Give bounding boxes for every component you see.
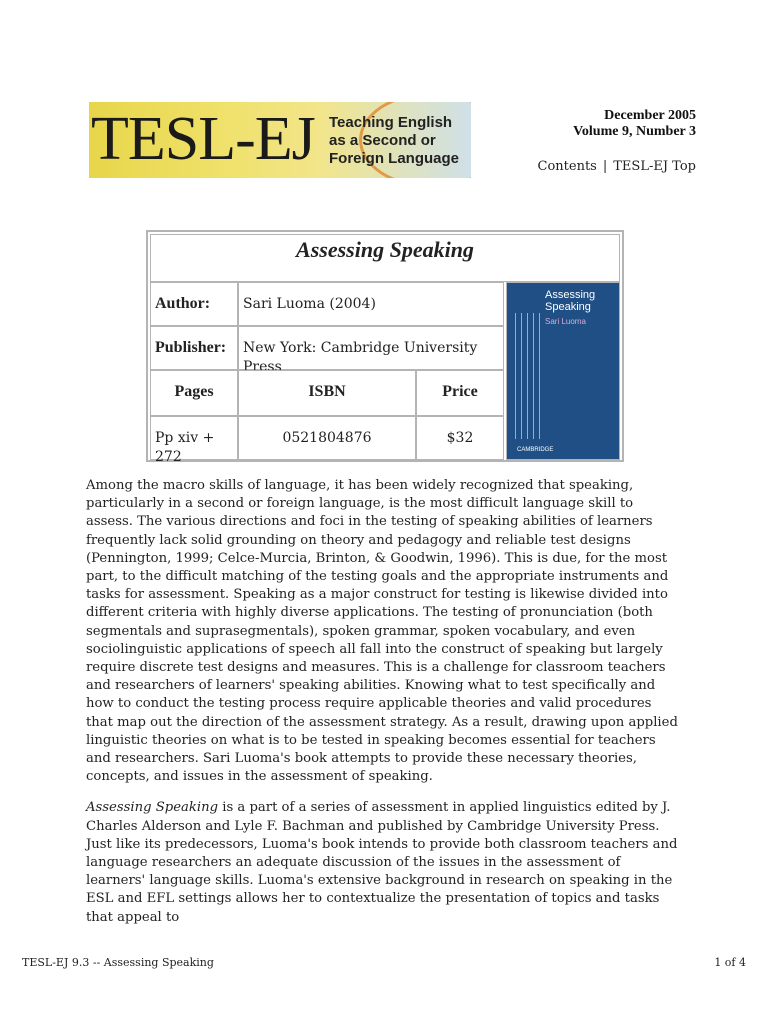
paragraph-1: Among the macro skills of language, it has been widely recognized that speaking, particularly in a second or foreign language, is the most difficult language skill to assess. The various directions and foci in the testing of speaking abilities of learners frequently lack solid grounding on theory and pedagogy and reliable test designs (Pennington, 1999; Celce-Murcia, Brinton, & Goodwin, 1996). This is due, for the most part, to the difficult matching of the testing goals and the appropriate instruments and tasks for assessment. Speaking as a major construct for testing is likewise divided into different criteria with highly diverse applications. The testing of pronunciation (both segmentals and suprasegmentals), spoken grammar, spoken vocabulary, and even sociolinguistic applications of speech all fall into the construct of speaking but largely require discrete test designs and measures. This is a challenge for classroom teachers and researchers of learners' speaking abilities. Knowing what to test specifically and how to conduct the testing process require applicable theories and valid procedures that map out the direction of the assessment strategy. As a result, drawing upon applied linguistic theories on what is to be tested in speaking becomes essential for teachers and researchers. Sari Luoma's book attempts to provide these necessary theories, concepts, and issues in the assessment of speaking. <box>86 478 678 785</box>
top-nav <box>538 159 696 174</box>
price-value: $32 <box>446 430 474 446</box>
paragraph-2 <box>86 799 682 926</box>
cover-stripe <box>527 313 528 439</box>
paragraph-2-book-title: Assessing Speaking <box>86 800 219 816</box>
author-value-cell <box>238 282 504 326</box>
issue-volume: Volume 9, Number 3 <box>573 124 696 139</box>
price-value-cell <box>416 416 504 460</box>
price-header-cell <box>416 370 504 416</box>
author-label: Author: <box>155 295 211 312</box>
cover-stripe <box>533 313 534 439</box>
pages-header: Pages <box>174 383 214 400</box>
book-title: Assessing Speaking <box>150 234 620 282</box>
pages-header-cell <box>150 370 238 416</box>
contents-link[interactable]: Contents <box>537 159 597 174</box>
cover-stripe <box>515 313 516 439</box>
issue-date: December 2005 <box>604 108 696 123</box>
publisher-value: New York: Cambridge University Press <box>243 340 478 375</box>
review-body <box>86 477 682 940</box>
tesl-ej-banner <box>89 102 471 178</box>
paragraph-2-text: is a part of a series of assessment in applied linguistics edited by J. Charles Alderson and Lyle F. Bachman and published by Cambridge University Press. Just like its predecessors, Luoma's book intends to provide both classroom teachers and language researchers an adequate discussion of the issues in the assessment of learners' language skills. Luoma's extensive background in research on speaking in the ESL and EFL settings allows her to contextualize the presentation of topics and tasks that appeal to <box>86 800 678 925</box>
footer-document-title: TESL-EJ 9.3 -- Assessing Speaking <box>22 956 214 969</box>
isbn-header-cell <box>238 370 416 416</box>
issue-info <box>573 108 696 140</box>
pages-value-cell <box>150 416 238 465</box>
cover-author: Sari Luoma <box>545 317 586 326</box>
author-value: Sari Luoma (2004) <box>243 296 376 312</box>
isbn-header: ISBN <box>308 383 346 400</box>
cover-stripe <box>521 313 522 439</box>
author-label-cell <box>150 282 238 326</box>
publisher-label: Publisher: <box>155 339 227 356</box>
banner-tagline: Teaching English as a Second or Foreign Language <box>329 114 460 167</box>
book-info-table <box>146 230 624 465</box>
nav-separator: | <box>602 159 608 174</box>
cover-title: Assessing Speaking <box>545 289 596 313</box>
footer-page-number: 1 of 4 <box>714 956 746 969</box>
cover-publisher: CAMBRIDGE <box>517 447 554 453</box>
pages-value: Pp xiv + 272 <box>155 430 215 465</box>
cover-stripe <box>539 313 540 439</box>
publisher-label-cell <box>150 326 238 370</box>
isbn-value: 0521804876 <box>282 430 372 446</box>
publisher-value-cell <box>238 326 504 375</box>
tesl-ej-top-link[interactable]: TESL-EJ Top <box>613 159 696 174</box>
book-cover-image <box>506 282 620 460</box>
price-header: Price <box>442 383 478 400</box>
banner-logo-text: TESL-EJ <box>91 105 315 173</box>
isbn-value-cell <box>238 416 416 460</box>
